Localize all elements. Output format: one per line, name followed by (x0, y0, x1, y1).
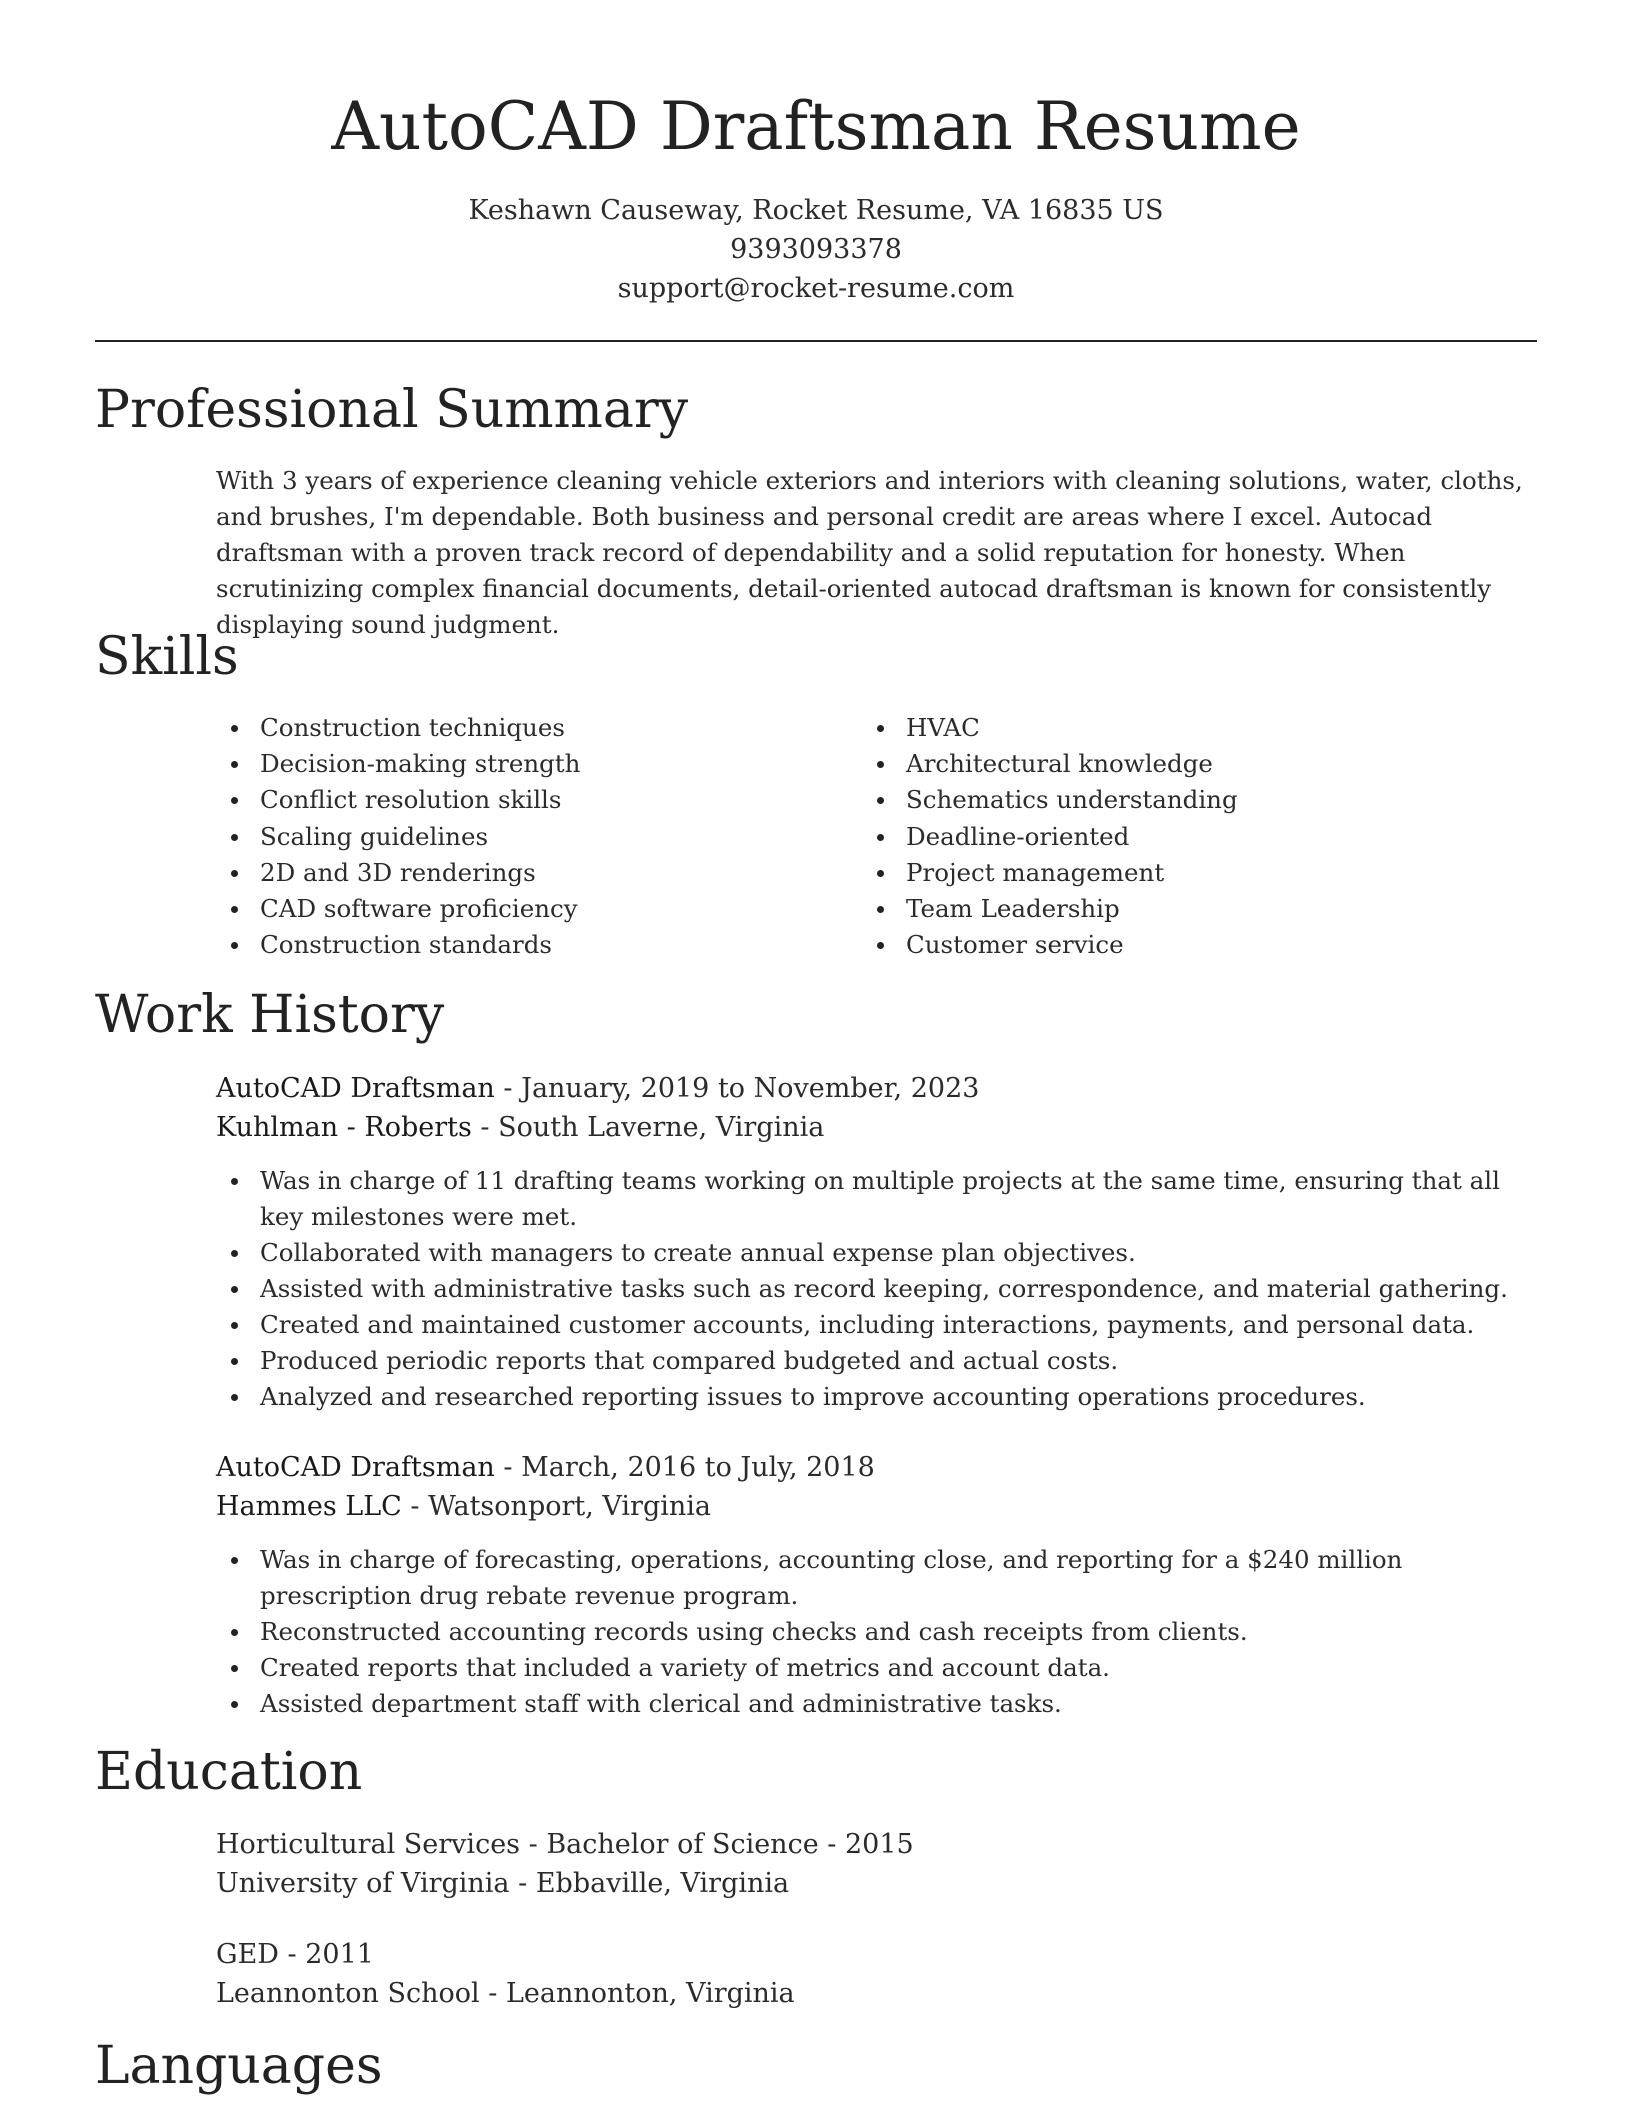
education-1-location: - Ebbaville, Virginia (509, 1868, 790, 1899)
education-1-degree: Horticultural Services - Bachelor of Science (216, 1829, 819, 1860)
skill-item: Schematics understanding (862, 782, 1542, 818)
skill-item: Decision-making strength (216, 746, 836, 782)
list-item: Reconstructed accounting records using checks and cash receipts from clients. (216, 1614, 1546, 1650)
list-item: Produced periodic reports that compared budgeted and actual costs. (216, 1343, 1546, 1379)
list-item: Was in charge of forecasting, operations, accounting close, and reporting for a $240 million prescription drug rebate revenue program. (216, 1542, 1546, 1614)
skill-item: Construction standards (216, 927, 836, 963)
summary-heading: Professional Summary (95, 380, 689, 440)
skill-item: Project management (862, 855, 1542, 891)
contact-phone: 9393093378 (730, 234, 902, 265)
job-2-location: - Watsonport, Virginia (401, 1491, 712, 1522)
education-2-school: Leannonton School (216, 1978, 480, 2009)
contact-email: support@rocket-resume.com (617, 273, 1015, 304)
education-2-degree: GED (216, 1939, 279, 1970)
list-item: Assisted department staff with clerical and administrative tasks. (216, 1686, 1546, 1722)
job-1-dates: - January, 2019 to November, 2023 (494, 1073, 980, 1104)
skill-item: Team Leadership (862, 891, 1542, 927)
education-entry-2 (216, 1935, 795, 2013)
list-item: Assisted with administrative tasks such as record keeping, correspondence, and material gathering. (216, 1271, 1546, 1307)
skill-item: Scaling guidelines (216, 819, 836, 855)
list-item: Analyzed and researched reporting issues to improve accounting operations procedures. (216, 1379, 1546, 1415)
education-2-location: - Leannonton, Virginia (479, 1978, 795, 2009)
education-1-school: University of Virginia (216, 1868, 510, 1899)
skill-item: Construction techniques (216, 710, 836, 746)
resume-title: AutoCAD Draftsman Resume (331, 88, 1301, 165)
skills-list-left (216, 710, 836, 963)
education-heading: Education (95, 1742, 363, 1802)
job-1-location: - South Laverne, Virginia (471, 1112, 825, 1143)
header-divider (95, 340, 1537, 342)
skills-list-right (862, 710, 1542, 963)
list-item: Created reports that included a variety of metrics and account data. (216, 1650, 1546, 1686)
list-item: Was in charge of 11 drafting teams working on multiple projects at the same time, ensuring that all key milestones were met. (216, 1163, 1546, 1235)
job-1-header (216, 1069, 979, 1147)
education-1-year: - 2015 (818, 1829, 914, 1860)
job-2-duties (216, 1542, 1546, 1722)
job-2-title: AutoCAD Draftsman (216, 1452, 495, 1483)
job-2-header (216, 1448, 875, 1526)
languages-heading: Languages (95, 2036, 383, 2096)
skill-item: 2D and 3D renderings (216, 855, 836, 891)
skill-item: Conflict resolution skills (216, 782, 836, 818)
contact-block (0, 191, 1632, 308)
education-entry-1 (216, 1825, 914, 1903)
contact-address: Keshawn Causeway, Rocket Resume, VA 16835 US (468, 195, 1164, 226)
job-1-company: Kuhlman - Roberts (216, 1112, 472, 1143)
skill-item: Deadline-oriented (862, 819, 1542, 855)
job-1-duties (216, 1163, 1546, 1415)
skill-item: Customer service (862, 927, 1542, 963)
job-2-dates: - March, 2016 to July, 2018 (494, 1452, 875, 1483)
skill-item: Architectural knowledge (862, 746, 1542, 782)
work-history-heading: Work History (95, 985, 445, 1045)
job-2-company: Hammes LLC (216, 1491, 402, 1522)
skill-item: HVAC (862, 710, 1542, 746)
list-item: Created and maintained customer accounts, including interactions, payments, and personal data. (216, 1307, 1546, 1343)
job-1-title: AutoCAD Draftsman (216, 1073, 495, 1104)
education-2-year: - 2011 (278, 1939, 374, 1970)
skill-item: CAD software proficiency (216, 891, 836, 927)
skills-heading: Skills (95, 627, 239, 687)
list-item: Collaborated with managers to create annual expense plan objectives. (216, 1235, 1546, 1271)
summary-text: With 3 years of experience cleaning vehicle exteriors and interiors with cleaning solutions, water, cloths, and brushes, I'm dependable. Both business and personal credit are areas where I excel. Autocad draftsman with a proven track record of dependability and a solid reputation for honesty. When scrutinizing complex financial documents, detail-oriented autocad draftsman is known for consistently displaying sound judgment. (216, 466, 1523, 639)
